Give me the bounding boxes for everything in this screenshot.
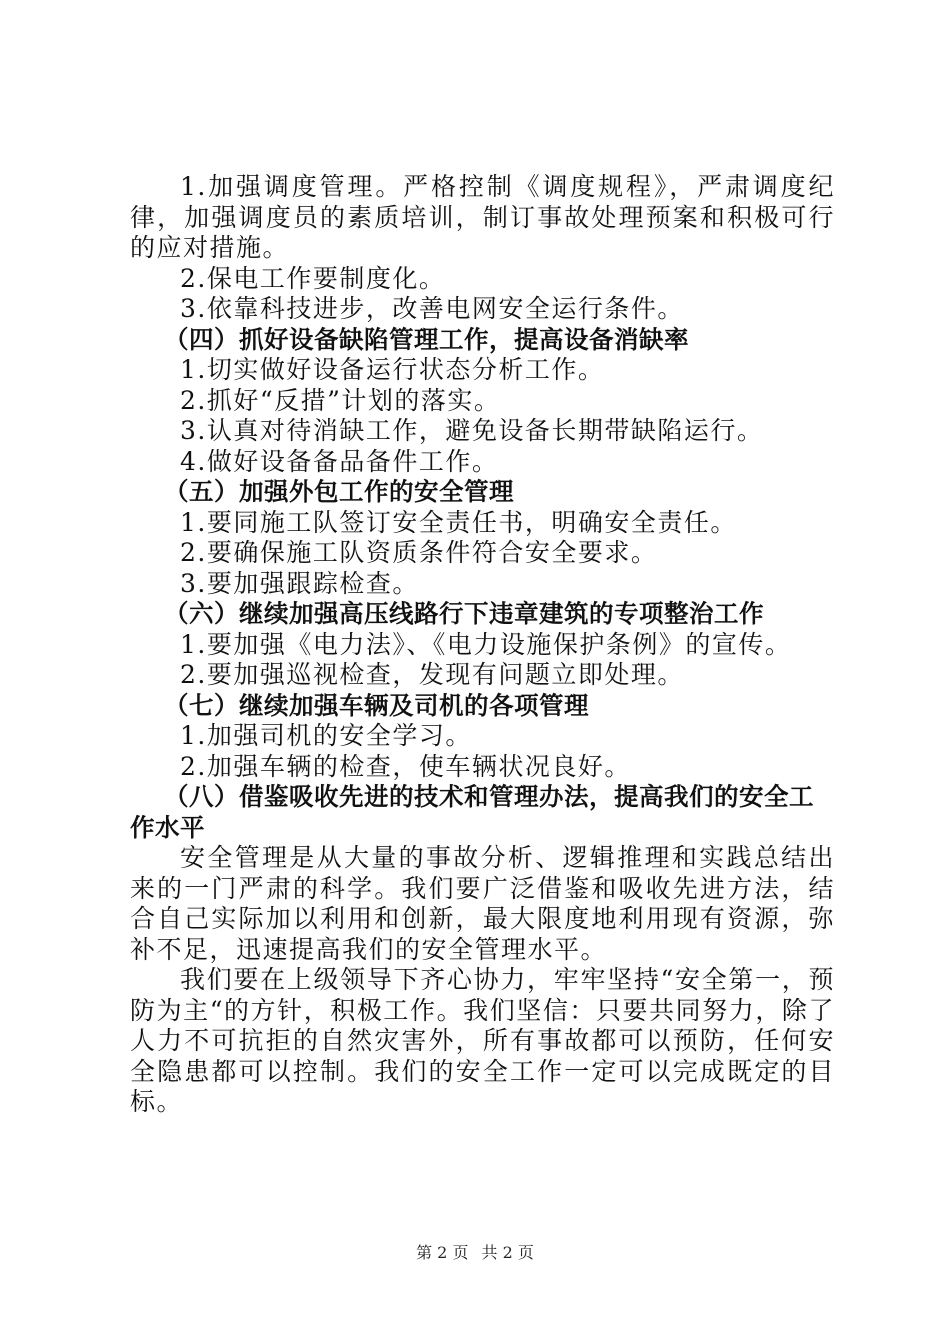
- section-heading-7: （七）继续加强车辆及司机的各项管理: [164, 690, 589, 720]
- section-heading-6: （六）继续加强高压线路行下违章建筑的专项整治工作: [164, 599, 764, 628]
- item-vehicle-inspection: 2.加强车辆的检查，使车辆状况良好。: [180, 751, 631, 781]
- item-contractor-qualification: 2.要确保施工队资质条件符合安全要求。: [180, 538, 658, 567]
- item-law-publicity: 1.要加强《电力法》、《电力设施保护条例》的宣传。: [180, 629, 792, 659]
- paragraph-conclusion: 我们要在上级领导下齐心协力，牢牢坚持“安全第一，预防为主“的方针，积极工作。我们坚信：只要共同努力，除了人力不可抗拒的自然灾害外，所有事故都可以预防，任何安全隐患都可以控制。我们的安全工作一定可以完成既定的目标。: [130, 965, 835, 1116]
- item-countermeasure-plan: 2.抓好“反措”计划的落实。: [180, 385, 501, 415]
- item-dispatch-management: 1.加强调度管理。严格控制《调度规程》，严肃调度纪律，加强调度员的素质培训，制订事故处理预案和积极可行的应对措施。: [130, 172, 835, 262]
- item-patrol-inspection: 2.要加强巡视检查，发现有问题立即处理。: [180, 660, 684, 689]
- section-heading-8: （八）借鉴吸收先进的技术和管理办法，提高我们的安全工作水平: [130, 782, 814, 842]
- item-technology-progress: 3.依靠科技进步，改善电网安全运行条件。: [180, 294, 684, 323]
- section-heading-5: （五）加强外包工作的安全管理: [164, 477, 514, 506]
- item-power-supply-guarantee: 2.保电工作要制度化。: [180, 263, 446, 293]
- item-status-analysis: 1.切实做好设备运行状态分析工作。: [180, 355, 605, 384]
- paragraph-safety-science: 安全管理是从大量的事故分析、逻辑推理和实践总结出来的一门严肃的科学。我们要广泛借鉴和吸收先进方法，结合自己实际加以利用和创新，最大限度地利用现有资源，弥补不足，迅速提高我们的安全管理水平。: [130, 843, 835, 964]
- document-body: [130, 172, 835, 1118]
- item-defect-elimination: 3.认真对待消缺工作，避免设备长期带缺陷运行。: [180, 416, 764, 445]
- page-total: 共 2 页: [481, 1243, 534, 1262]
- section-heading-4: （四）抓好设备缺陷管理工作，提高设备消缺率: [164, 324, 689, 354]
- page-footer: [0, 1243, 950, 1263]
- page-number: 第 2 页: [416, 1243, 469, 1262]
- item-spare-parts: 4.做好设备备品备件工作。: [180, 446, 499, 476]
- item-tracking-inspection: 3.要加强跟踪检查。: [180, 568, 419, 598]
- item-driver-training: 1.加强司机的安全学习。: [180, 721, 472, 750]
- item-safety-contract: 1.要同施工队签订安全责任书，明确安全责任。: [180, 507, 737, 537]
